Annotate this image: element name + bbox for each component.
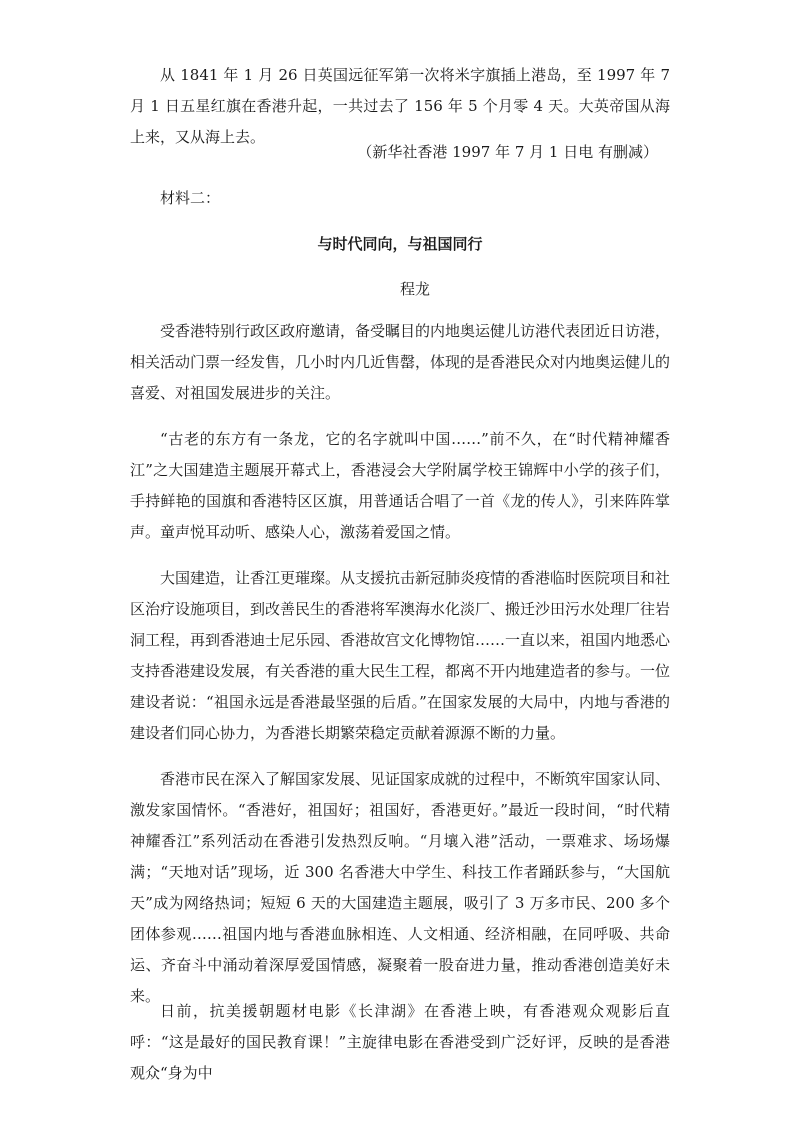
article-author: 程龙 xyxy=(400,280,431,298)
material-label: 材料二： xyxy=(160,189,221,207)
paragraph-intro: 从 1841 年 1 月 26 日英国远征军第一次将米字旗插上港岛，至 1997 年 7 月 1 日五星红旗在香港升起，一共过去了 156 年 5 个月零 4 天。大英帝国从海上来，又从海上去。 xyxy=(130,66,670,146)
paragraph-2: “古老的东方有一条龙，它的名字就叫中国……”前不久，在“时代精神耀香江”之大国建造主题展开幕式上，香港浸会大学附属学校王锦辉中小学的孩子们，手持鲜艳的国旗和香港特区区旗，用普通话合唱了一首《龙的传人》，引来阵阵掌声。童声悦耳动听、感染人心，激荡着爱国之情。 xyxy=(130,430,670,541)
paragraph-1: 受香港特别行政区政府邀请，备受瞩目的内地奥运健儿访港代表团近日访港，相关活动门票一经发售，几小时内几近售罄，体现的是香港民众对内地奥运健儿的喜爱、对祖国发展进步的关注。 xyxy=(130,322,671,402)
paragraph-4: 香港市民在深入了解国家发展、见证国家成就的过程中，不断筑牢国家认同、激发家国情怀。“香港好，祖国好；祖国好，香港更好。”最近一段时间，“时代精神耀香江”系列活动在香港引发热烈反响。“月壤入港”活动，一票难求、场场爆满；“天地对话”现场，近 300 名香港大中学生、科技工作者踊跃参与，“大国航天”成为网络热词；短短 6 天的大国建造主题展，吸引了 3 万多市民、200 多个团体参观……祖国内地与香港血脉相连、人文相通、经济相融，在同呼吸、共命运、齐奋斗中涌动着深厚爱国情感，凝聚着一股奋进力量，推动香港创造美好未来。 xyxy=(130,770,671,1005)
paragraph-3: 大国建造，让香江更璀璨。从支援抗击新冠肺炎疫情的香港临时医院项目和社区治疗设施项目，到改善民生的香港将军澳海水化淡厂、搬迁沙田污水处理厂往岩洞工程，再到香港迪士尼乐园、香港故宫文化博物馆……一直以来，祖国内地悉心支持香港建设发展，有关香港的重大民生工程，都离不开内地建造者的参与。一位建设者说：“祖国永远是香港最坚强的后盾。”在国家发展的大局中，内地与香港的建设者们同心协力，为香港长期繁荣稳定贡献着源源不断的力量。 xyxy=(130,569,671,742)
source-note: （新华社香港 1997 年 7 月 1 日电 有删减） xyxy=(357,143,658,161)
paragraph-5: 日前，抗美援朝题材电影《长津湖》在香港上映，有香港观众观影后直呼：“这是最好的国民教育课！”主旋律电影在香港受到广泛好评，反映的是香港观众“身为中 xyxy=(130,1002,670,1082)
article-title: 与时代同向，与祖国同行 xyxy=(317,235,483,253)
